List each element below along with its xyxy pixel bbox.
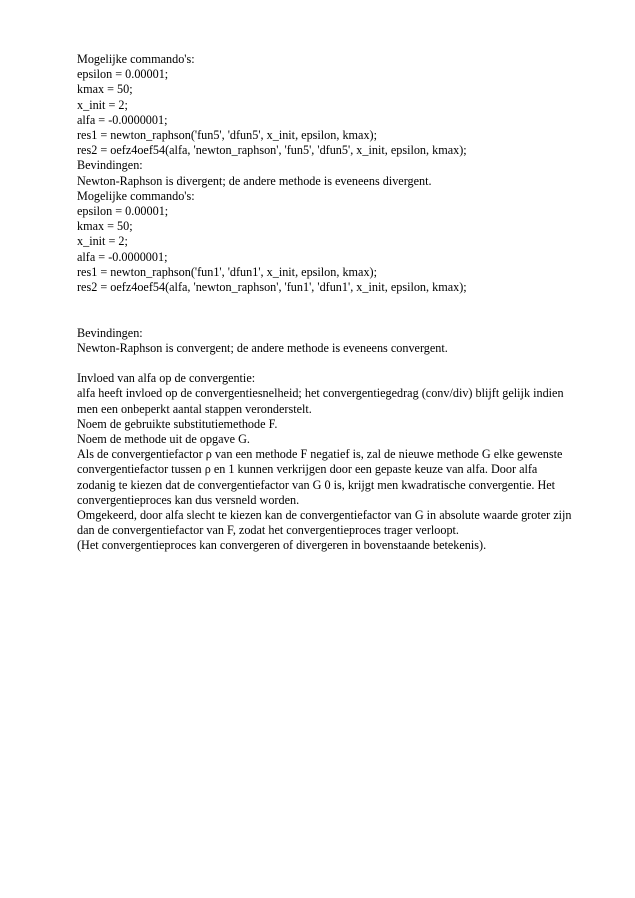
command-line: res2 = oefz4oef54(alfa, 'newton_raphson', 'fun1', 'dfun1', x_init, epsilon, kmax); xyxy=(77,280,467,295)
commands-heading: Mogelijke commando's: xyxy=(77,188,195,203)
findings-text: Newton-Raphson is divergent; de andere methode is eveneens divergent. xyxy=(77,173,432,188)
commands-block-fun1 xyxy=(77,189,577,356)
command-line: epsilon = 0.00001; xyxy=(77,204,169,219)
section-heading: Invloed van alfa op de convergentie: xyxy=(77,371,256,386)
spacer xyxy=(77,310,577,325)
alfa-influence-section xyxy=(77,371,577,553)
paragraph: (Het convergentieproces kan convergeren of divergeren in bovenstaande betekenis). xyxy=(77,538,487,553)
command-line: kmax = 50; xyxy=(77,82,133,97)
findings-text: Newton-Raphson is convergent; de andere methode is eveneens convergent. xyxy=(77,340,448,355)
findings-heading: Bevindingen: xyxy=(77,158,143,173)
command-line: epsilon = 0.00001; xyxy=(77,67,169,82)
command-line: res1 = newton_raphson('fun1', 'dfun1', x_init, epsilon, kmax); xyxy=(77,264,377,279)
command-line: res1 = newton_raphson('fun5', 'dfun5', x_init, epsilon, kmax); xyxy=(77,128,377,143)
command-line: res2 = oefz4oef54(alfa, 'newton_raphson', 'fun5', 'dfun5', x_init, epsilon, kmax); xyxy=(77,143,467,158)
command-line: kmax = 50; xyxy=(77,219,133,234)
note-method-g: Noem de methode uit de opgave G. xyxy=(77,432,250,447)
spacer xyxy=(77,295,577,310)
paragraph: alfa heeft invloed op de convergentiesnelheid; het convergentiegedrag (conv/div) blijft gelijk indien men een onbeperkt aantal stappen veronderstelt. xyxy=(77,386,564,416)
commands-heading: Mogelijke commando's: xyxy=(77,52,195,66)
document-page xyxy=(77,52,577,554)
command-line: x_init = 2; xyxy=(77,234,128,249)
command-line: alfa = -0.0000001; xyxy=(77,112,168,127)
commands-block-fun5 xyxy=(77,52,577,189)
paragraph: Als de convergentiefactor ρ van een methode F negatief is, zal de nieuwe methode G elke gewenste convergentiefactor tussen ρ en 1 kunnen verkrijgen door een gepaste keuze van alfa. Door alfa zodanig te kiezen dat de convergentiefactor van G 0 is, krijgt men kwadratische convergentie. Het convergentieproces kan dus versneld worden. xyxy=(77,447,563,507)
paragraph: Omgekeerd, door alfa slecht te kiezen kan de convergentiefactor van G in absolute waarde groter zijn dan de convergentiefactor van F, zodat het convergentieproces trager verloopt. xyxy=(77,508,572,538)
findings-heading: Bevindingen: xyxy=(77,325,143,340)
command-line: alfa = -0.0000001; xyxy=(77,249,168,264)
command-line: x_init = 2; xyxy=(77,97,128,112)
spacer xyxy=(77,356,577,371)
note-method-f: Noem de gebruikte substitutiemethode F. xyxy=(77,416,278,431)
